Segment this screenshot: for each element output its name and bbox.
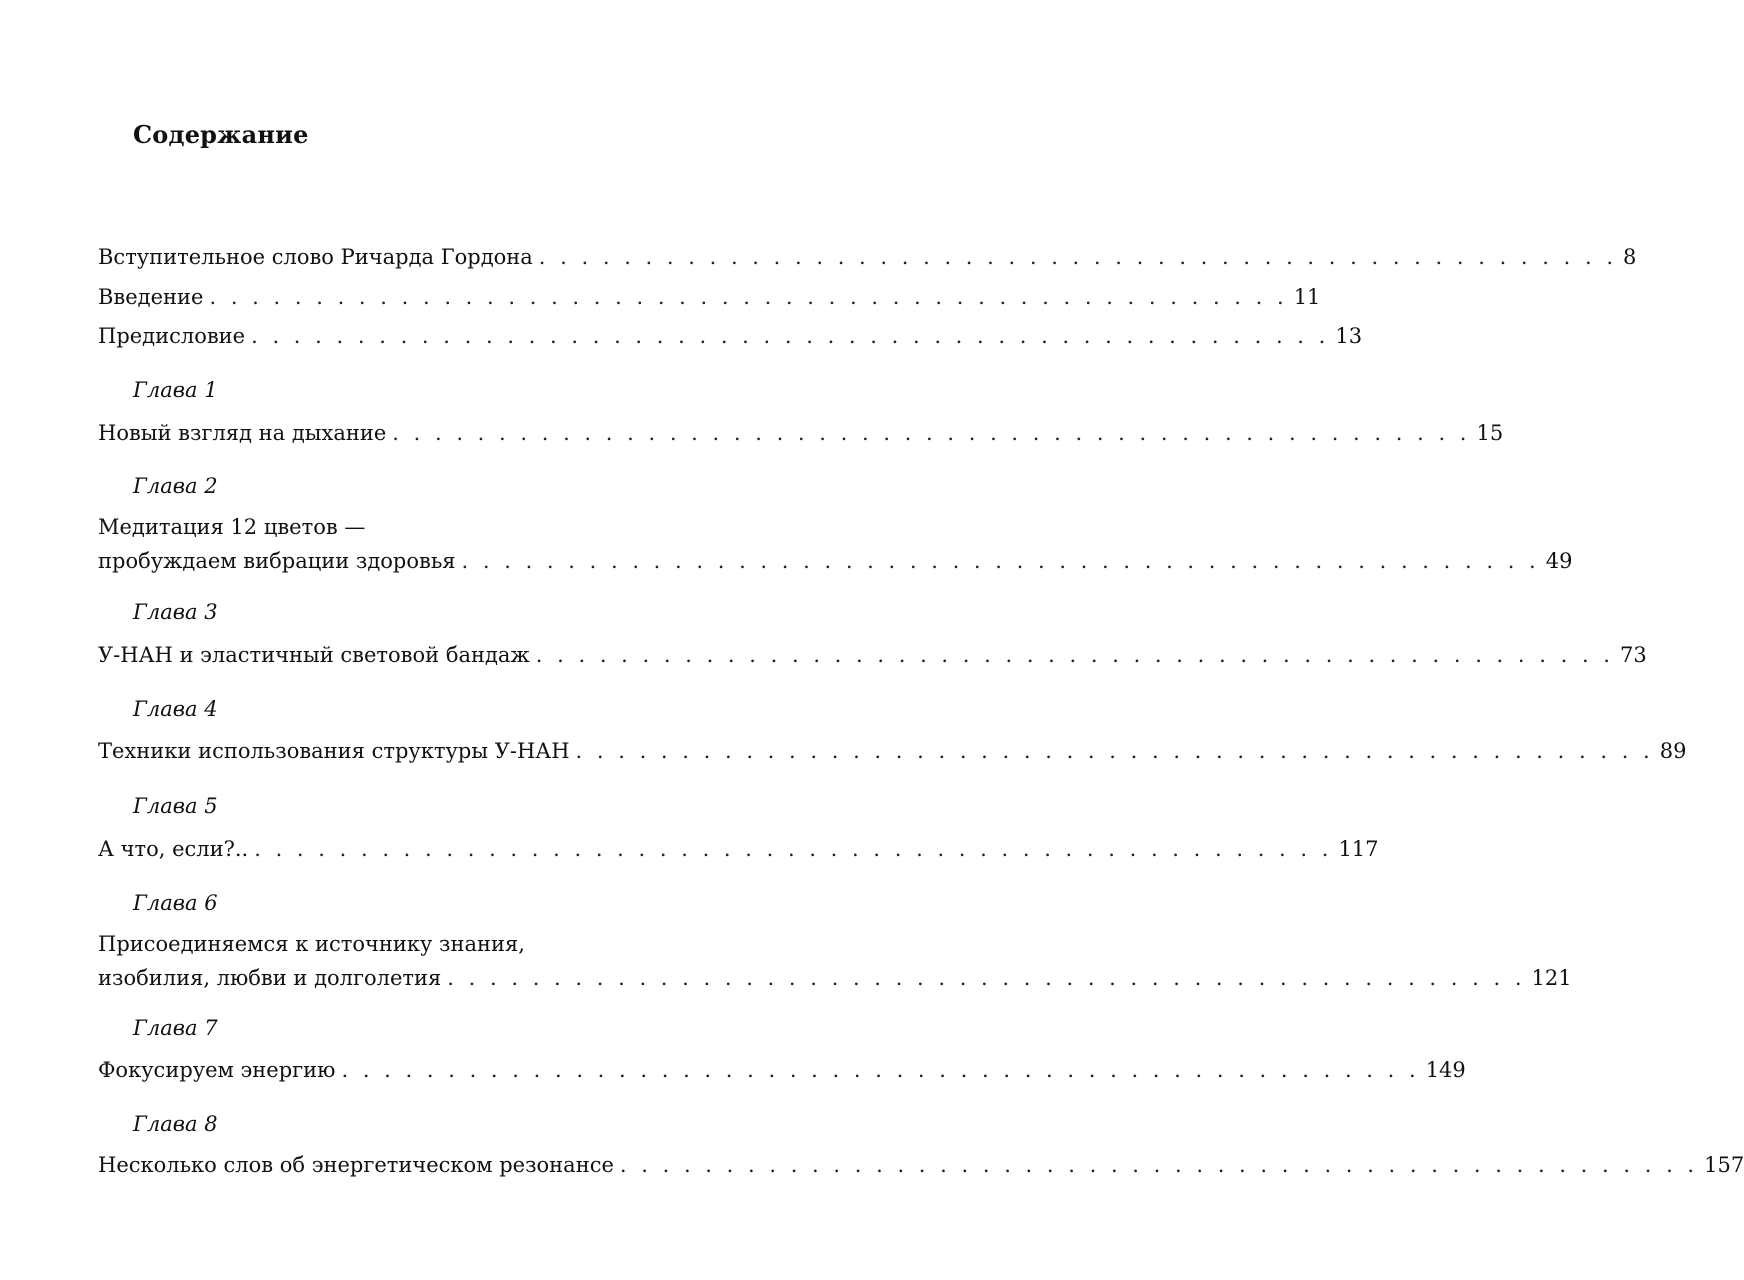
dot-leader: . . . . . . . . . . . . . . . . . . . . . . . . . . . . . . . . . . . . . . . . . . . . . . . . . . .: [535, 643, 1614, 667]
toc-entry-page: 15: [1476, 421, 1504, 445]
toc-entry[interactable]: [98, 734, 1687, 768]
dot-leader: . . . . . . . . . . . . . . . . . . . . . . . . . . . . . . . . . . . . . . . . . . . . . . . . . . .: [619, 1153, 1699, 1177]
dot-leader: . . . . . . . . . . . . . . . . . . . . . . . . . . . . . . . . . . . . . . . . . . . . . . . . . . .: [251, 324, 1330, 348]
toc-entry-title: Введение: [98, 285, 204, 309]
dot-leader: . . . . . . . . . . . . . . . . . . . . . . . . . . . . . . . . . . . . . . . . . . . . . . . . . . .: [538, 245, 1618, 269]
chapter-label: Глава 5: [133, 794, 218, 818]
toc-entry[interactable]: [98, 319, 1363, 353]
toc-entry-title: Фокусируем энергию: [98, 1058, 336, 1082]
toc-entry[interactable]: [98, 1148, 1744, 1182]
toc-entry-page: 73: [1619, 643, 1647, 667]
toc-entry-title: Несколько слов об энергетическом резонансе: [98, 1153, 614, 1177]
dot-leader: . . . . . . . . . . . . . . . . . . . . . . . . . . . . . . . . . . . . . . . . . . . . . . . . . . .: [341, 1058, 1420, 1082]
chapter-label: Глава 3: [133, 600, 218, 624]
toc-entry-title-line1: Медитация 12 цветов —: [98, 515, 366, 539]
toc-entry-title: А что, если?..: [98, 837, 249, 861]
dot-leader: . . . . . . . . . . . . . . . . . . . . . . . . . . . . . . . . . . . . . . . . . . . . . . . . . . .: [461, 549, 1540, 573]
toc-entry-page: 121: [1531, 966, 1572, 990]
chapter-label: Глава 8: [133, 1112, 218, 1136]
chapter-label: Глава 1: [133, 378, 218, 402]
chapter-label: Глава 4: [133, 697, 218, 721]
dot-leader: . . . . . . . . . . . . . . . . . . . . . . . . . . . . . . . . . . . . . . . . . . . . . . . . . . .: [447, 966, 1526, 990]
toc-entry[interactable]: [98, 280, 1321, 314]
toc-entry[interactable]: [98, 240, 1637, 274]
chapter-label: Глава 7: [133, 1016, 218, 1040]
toc-entry[interactable]: [98, 832, 1379, 866]
toc-entry-page: 8: [1623, 245, 1637, 269]
toc-entry-page: 11: [1293, 285, 1321, 309]
toc-entry-title: Новый взгляд на дыхание: [98, 421, 387, 445]
toc-entry[interactable]: [98, 1053, 1466, 1087]
toc-entry-page: 117: [1338, 837, 1379, 861]
toc-entry[interactable]: [98, 510, 1573, 578]
toc-entry-page: 157: [1704, 1153, 1744, 1177]
toc-entry-page: 49: [1545, 549, 1573, 573]
toc-entry-title: Техники использования структуры У-НАН: [98, 739, 570, 763]
page-title: Содержание: [133, 120, 309, 149]
toc-entry-title: пробуждаем вибрации здоровья: [98, 549, 456, 573]
toc-entry-title: Предисловие: [98, 324, 246, 348]
toc-entry[interactable]: [98, 416, 1504, 450]
toc-entry-title: Вступительное слово Ричарда Гордона: [98, 245, 533, 269]
dot-leader: . . . . . . . . . . . . . . . . . . . . . . . . . . . . . . . . . . . . . . . . . . . . . . . . . . .: [209, 285, 1288, 309]
toc-entry-title: изобилия, любви и долголетия: [98, 966, 442, 990]
toc-entry-page: 149: [1425, 1058, 1466, 1082]
dot-leader: . . . . . . . . . . . . . . . . . . . . . . . . . . . . . . . . . . . . . . . . . . . . . . . . . . .: [254, 837, 1333, 861]
dot-leader: . . . . . . . . . . . . . . . . . . . . . . . . . . . . . . . . . . . . . . . . . . . . . . . . . . .: [392, 421, 1471, 445]
toc-entry[interactable]: [98, 927, 1572, 995]
toc-entry-title-line1: Присоединяемся к источнику знания,: [98, 932, 525, 956]
toc-entry-title: У-НАН и эластичный световой бандаж: [98, 643, 530, 667]
chapter-label: Глава 6: [133, 891, 218, 915]
dot-leader: . . . . . . . . . . . . . . . . . . . . . . . . . . . . . . . . . . . . . . . . . . . . . . . . . . .: [575, 739, 1654, 763]
chapter-label: Глава 2: [133, 474, 218, 498]
toc-entry[interactable]: [98, 638, 1647, 672]
toc-entry-page: 13: [1335, 324, 1363, 348]
toc-entry-page: 89: [1659, 739, 1687, 763]
